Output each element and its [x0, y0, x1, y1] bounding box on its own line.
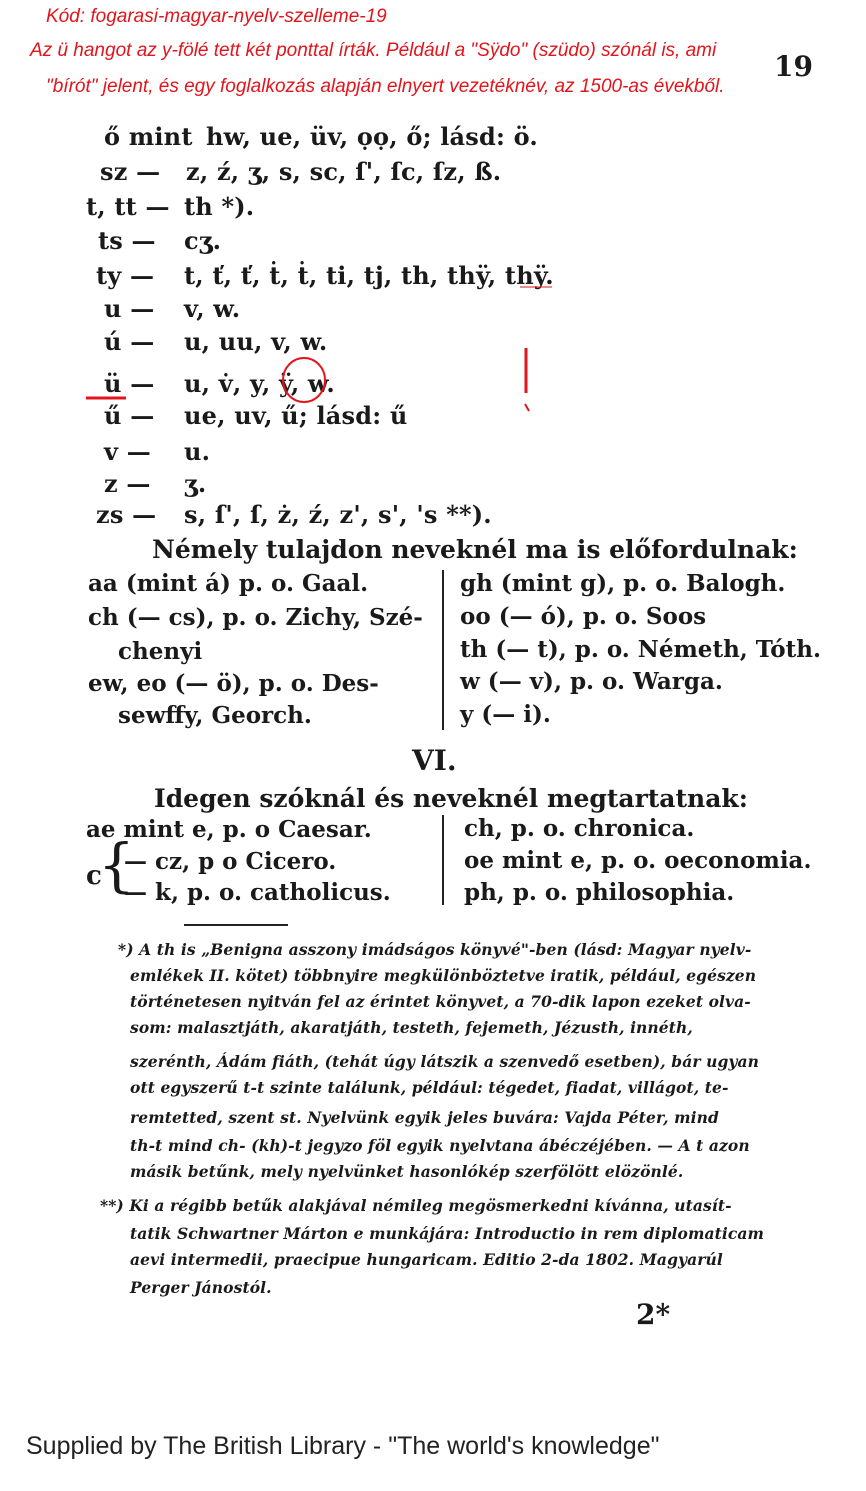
right-col-line: y (— i).: [460, 701, 551, 728]
document-code: Kód: fogarasi-magyar-nyelv-szelleme-19: [46, 6, 387, 27]
section-heading: Idegen szóknál és neveknél megtartatnak:: [154, 784, 748, 813]
annotation-note-line-2: "bírót" jelent, és egy foglalkozás alapján elnyert vezetéknév, az 1500-as évekből.: [46, 76, 725, 97]
row-value: ʒ.: [184, 469, 207, 498]
row-value: u, v̇, y, ÿ, w.: [184, 369, 335, 398]
footnote-line: aevi intermedii, praecipue hungaricam. Editio 2-da 1802. Magyarúl: [130, 1250, 723, 1269]
row-value: u, uu, v, w.: [184, 327, 328, 356]
footnote-line: másik betűnk, mely nyelvünket hasonlókép szerfölött elözönlé.: [130, 1162, 684, 1181]
footnote-line: remtetted, szent st. Nyelvünk egyik jeles buvára: Vajda Péter, mind: [130, 1108, 719, 1127]
right-col-line: ph, p. o. philosophia.: [464, 879, 735, 906]
footnote-line: tatik Schwartner Márton e munkájára: Introductio in rem diplomaticam: [130, 1224, 765, 1243]
footnote-line: som: malasztjáth, akaratjáth, testeth, fejemeth, Jézusth, innéth,: [130, 1018, 693, 1037]
section-heading: Némely tulajdon neveknél ma is előfordulnak:: [152, 535, 798, 564]
footnote-line: th-t mind ch- (kh)-t jegyzo föl egyik nyelvtana ábéczéjében. — A t azon: [130, 1136, 750, 1155]
footnote-separator: [184, 924, 288, 926]
row-value: ue, uv, ű; lásd: ű: [184, 401, 408, 430]
left-col-line: — k, p. o. catholicus.: [124, 879, 391, 906]
footer-credit: Supplied by The British Library - "The world's knowledge": [26, 1432, 660, 1460]
row-key: ű —: [104, 401, 155, 430]
brace-letter: c: [86, 861, 102, 891]
circle-mark: [283, 358, 325, 402]
row-value: hw, ue, üv, ọọ, ő; lásd: ö.: [206, 122, 538, 151]
row-value: t, ť, ť, ṫ, ṫ, ti, tj, th, thÿ, thÿ.: [184, 261, 554, 290]
row-value: v, w.: [184, 294, 241, 323]
right-col-line: gh (mint g), p. o. Balogh.: [460, 570, 786, 597]
row-key: ty —: [96, 261, 155, 290]
left-col-line: ew, eo (— ö), p. o. Des-: [88, 670, 379, 697]
left-col-line: ae mint e, p. o Caesar.: [86, 816, 372, 843]
row-value: cʒ.: [184, 226, 222, 255]
brace: {: [98, 831, 135, 899]
row-key: v —: [104, 437, 151, 466]
right-col-line: ch, p. o. chronica.: [464, 815, 695, 842]
row-key: ü —: [104, 369, 155, 398]
section-numeral: VI.: [412, 744, 457, 777]
footnote-line: emlékek II. kötet) többnyire megkülönböztetve iratik, például, egészen: [130, 966, 757, 985]
row-value: u.: [184, 437, 211, 466]
footnote-line: *) A th is „Benigna asszony imádságos könyvé"-ben (lásd: Magyar nyelv-: [118, 940, 752, 959]
column-divider: [442, 570, 444, 730]
row-key: u —: [104, 294, 155, 323]
row-key: ú —: [104, 327, 155, 356]
annotation-note-line-1: Az ü hangot az y-fölé tett két ponttal írták. Például a "Sÿdo" (szüdo) szónál is, ami: [30, 40, 717, 61]
footnote-line: szerénth, Ádám fiáth, (tehát úgy látszik a szenvedő esetben), bár ugyan: [130, 1052, 760, 1071]
row-value: s, ſ', ſ, ż, ź, z', s', 's **).: [184, 500, 492, 529]
tick-mark: [525, 404, 529, 411]
right-col-line: oo (— ó), p. o. Soos: [460, 603, 707, 630]
left-col-line: — cz, p o Cicero.: [124, 848, 337, 875]
left-col-line: sewffy, Georch.: [118, 702, 312, 729]
left-col-line: chenyi: [118, 638, 203, 665]
row-key: t, tt —: [86, 192, 170, 221]
left-col-line: aa (mint á) p. o. Gaal.: [88, 570, 369, 597]
footnote-line: történetesen nyitván fel az érintet könyvet, a 70-dik lapon ezeket olva-: [130, 992, 751, 1011]
page-number: 19: [774, 50, 813, 83]
right-col-line: w (— v), p. o. Warga.: [460, 668, 723, 695]
right-col-line: th (— t), p. o. Németh, Tóth.: [460, 636, 821, 663]
row-key: ő mint: [104, 122, 193, 151]
footnote-line: ott egyszerű t-t szinte találunk, például: tégedet, fiadat, villágot, te-: [130, 1078, 729, 1097]
row-key: sz —: [100, 157, 161, 186]
row-key: ts —: [98, 226, 156, 255]
row-value: z, ź, ʒ, s, sc, ſ', ſc, ſz, ß.: [186, 157, 502, 186]
right-col-line: oe mint e, p. o. oeconomia.: [464, 847, 812, 874]
row-key: zs —: [96, 500, 157, 529]
column-divider: [442, 815, 444, 905]
signature-mark: 2*: [636, 1298, 671, 1331]
footnote-line: **) Ki a régibb betűk alakjával némileg megösmerkedni kívánna, utasít-: [100, 1196, 732, 1215]
row-key: z —: [104, 469, 151, 498]
footnote-line: Perger Jánostól.: [130, 1278, 272, 1297]
left-col-line: ch (— cs), p. o. Zichy, Szé-: [88, 604, 423, 631]
row-value: th *).: [184, 192, 255, 221]
